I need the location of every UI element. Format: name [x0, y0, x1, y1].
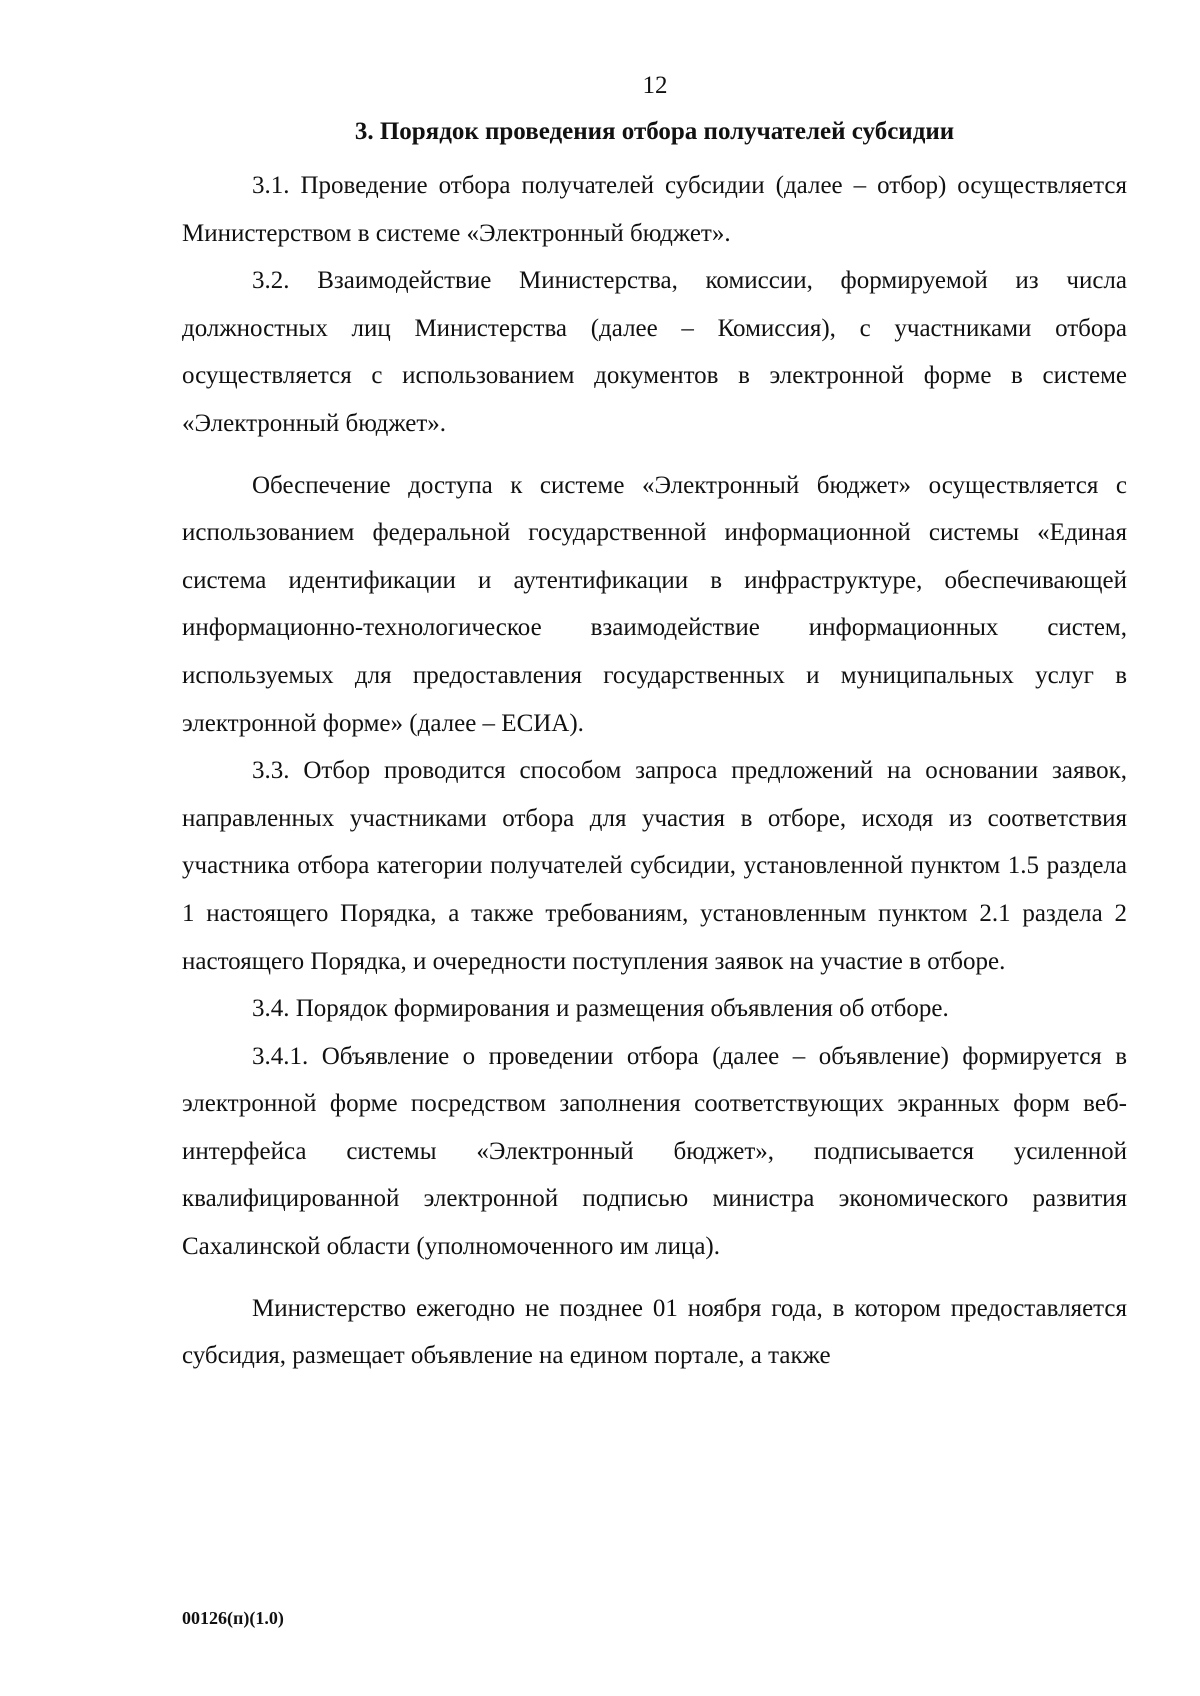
paragraph-3-4-1: 3.4.1. Объявление о проведении отбора (далее – объявление) формируется в электронной форме посредством заполнения соответствующих экранных форм веб-интерфейса системы «Электронный бюджет», подписывается усиленной квалифицированной электронной подписью министра экономического развития Сахалинской области (уполномоченного им лица). [182, 1042, 1127, 1261]
document-code: 00126(п)(1.0) [182, 1608, 284, 1628]
page-number: 12 [642, 72, 668, 99]
paragraph-3-3: 3.3. Отбор проводится способом запроса предложений на основании заявок, направленных участниками отбора для участия в отборе, исходя из соответствия участника отбора категории получателей субсидии, установленной пунктом 1.5 раздела 1 настоящего Порядка, а также требованиям, установленным пунктом 2.1 раздела 2 настоящего Порядка, и очередности поступления заявок на участие в отборе. [182, 757, 1127, 975]
paragraph-3-1: 3.1. Проведение отбора получателей субсидии (далее – отбор) осуществляется Министерством в системе «Электронный бюджет». [182, 172, 1127, 247]
document-body [182, 162, 1127, 1380]
paragraph-3-2: 3.2. Взаимодействие Министерства, комиссии, формируемой из числа должностных лиц Министерства (далее – Комиссия), с участниками отбора осуществляется с использованием документов в электронной форме в системе «Электронный бюджет». [182, 267, 1127, 437]
section-heading: 3. Порядок проведения отбора получателей субсидии [354, 118, 955, 145]
paragraph-3-4: 3.4. Порядок формирования и размещения объявления об отборе. [252, 995, 949, 1023]
paragraph-announcement-deadline: Министерство ежегодно не позднее 01 ноября года, в котором предоставляется субсидия, размещает объявление на едином портале, а также [182, 1294, 1127, 1370]
paragraph-esia-access: Обеспечение доступа к системе «Электронный бюджет» осуществляется с использованием федеральной государственной информационной системы «Единая система идентификации и аутентификации в инфраструктуре, обеспечивающей информационно-технологическое взаимодействие информационных систем, используемых для предоставления государственных и муниципальных услуг в электронной форме» (далее – ЕСИА). [182, 471, 1127, 737]
